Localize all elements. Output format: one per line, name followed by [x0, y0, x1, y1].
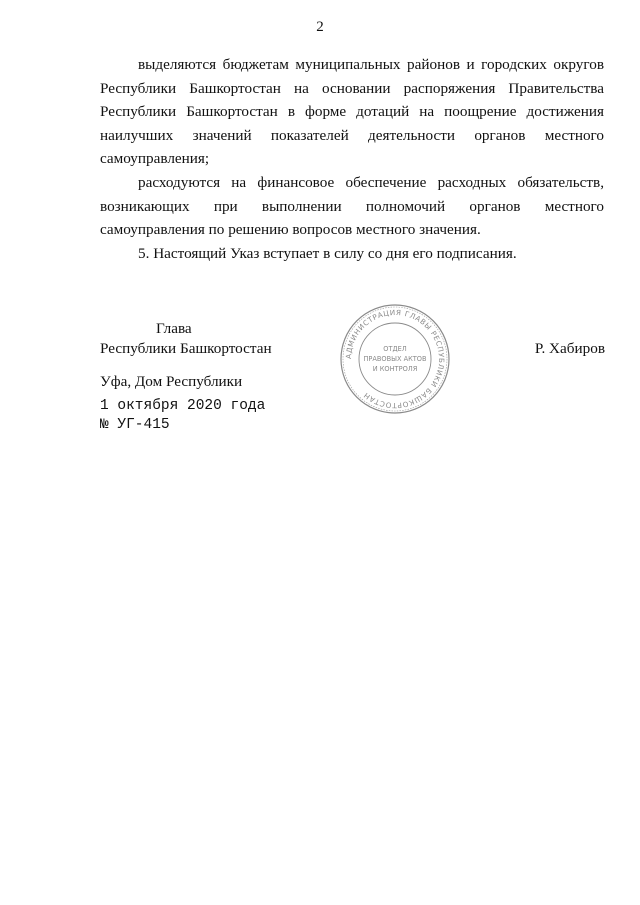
signing-place: Уфа, Дом Республики — [100, 373, 243, 390]
signatory-title-line2: Республики Башкортостан — [100, 340, 272, 357]
paragraph-dotations: выделяются бюджетам муниципальных районов и городских округов Республики Башкортостан на основании распоряжения Правительства Республики Башкортостан в форме дотаций на поощрение достижения наилучших значений показателей деятельности органов местного самоуправления; — [100, 56, 604, 168]
decree-number: № УГ-415 — [100, 417, 170, 433]
signatory-title — [100, 319, 272, 359]
seal-outer-text: АДМИНИСТРАЦИЯ ГЛАВЫ РЕСПУБЛИКИ БАШКОРТОСТАН — [343, 307, 447, 411]
signatory-name: Р. Хабиров — [534, 340, 605, 357]
signatory-title-line1: Глава — [156, 320, 192, 337]
paragraph-effective-date: 5. Настоящий Указ вступает в силу со дня его подписания. — [138, 244, 517, 262]
seal-inner-line3: И КОНТРОЛЯ — [372, 365, 418, 373]
official-seal-stamp — [339, 303, 451, 415]
page-number: 2 — [316, 19, 324, 35]
document-body — [100, 53, 604, 265]
signing-date: 1 октября 2020 года — [100, 398, 266, 414]
paragraph-expenses: расходуются на финансовое обеспечение расходных обязательств, возникающих при выполнении полномочий органов местного самоуправления по решению вопросов местного значения. — [100, 173, 604, 239]
seal-inner-line2: ПРАВОВЫХ АКТОВ — [363, 355, 427, 363]
seal-inner-line1: ОТДЕЛ — [383, 345, 407, 353]
